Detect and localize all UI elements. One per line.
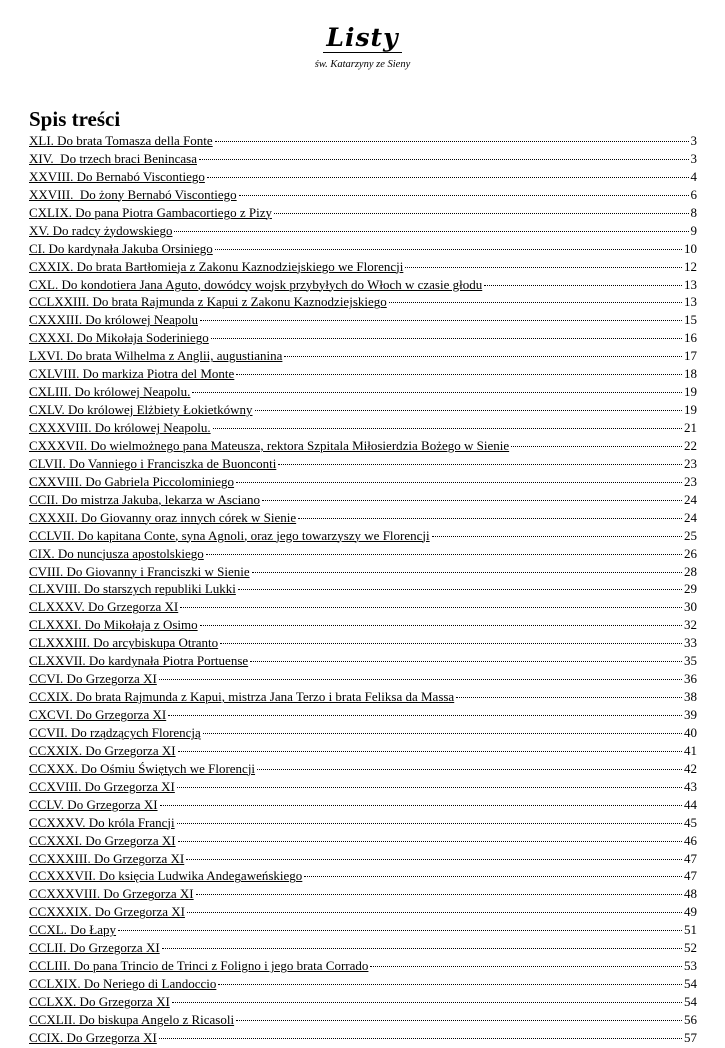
toc-entry[interactable] <box>29 205 697 223</box>
dot-leader <box>236 374 682 375</box>
toc-entry-page[interactable]: 32 <box>684 617 697 633</box>
toc-entry[interactable] <box>29 564 697 582</box>
toc-entry-title[interactable]: CXXXIII. Do królowej Neapolu <box>29 312 198 328</box>
dot-leader <box>252 572 682 573</box>
toc-entry-page[interactable]: 56 <box>684 1011 697 1027</box>
toc-entry-page[interactable]: 12 <box>684 258 697 274</box>
toc-entry-title[interactable]: CXLIII. Do królowej Neapolu. <box>29 384 191 400</box>
toc-entry-page[interactable]: 19 <box>684 402 697 418</box>
toc-entry-title[interactable]: CCXXXI. Do Grzegorza XI <box>29 832 176 848</box>
toc-entry-page[interactable]: 49 <box>684 904 697 920</box>
dot-leader <box>174 231 688 232</box>
dot-leader <box>405 267 682 268</box>
dot-leader <box>192 392 682 393</box>
toc-entry-title[interactable]: CLXXXIII. Do arcybiskupa Otranto <box>29 635 219 651</box>
toc-entry[interactable] <box>29 797 697 815</box>
toc-entry-title[interactable]: CCXXIX. Do Grzegorza XI <box>29 742 176 758</box>
toc-entry-title[interactable]: CXXXI. Do Mikołaja Soderiniego <box>29 330 209 346</box>
toc-entry-title[interactable]: XIV. Do trzech braci Benincasa <box>29 150 197 166</box>
toc-entry-page[interactable]: 46 <box>684 832 697 848</box>
toc-entry[interactable] <box>29 510 697 528</box>
toc-entry-page[interactable]: 15 <box>684 312 697 328</box>
toc-entry-title[interactable]: CCXVIII. Do Grzegorza XI <box>29 778 175 794</box>
toc-entry-title[interactable]: CCLXX. Do Grzegorza XI <box>29 994 170 1009</box>
toc-entry[interactable] <box>29 581 697 599</box>
toc-entry-title[interactable]: CXLVIII. Do markiza Piotra del Monte <box>29 366 235 382</box>
toc-entry-page[interactable]: 13 <box>684 294 697 310</box>
toc-entry-title[interactable]: CCXL. Do Łapy <box>29 922 117 938</box>
dot-leader <box>236 1020 682 1021</box>
toc-entry[interactable] <box>29 420 697 438</box>
dot-leader <box>178 841 682 842</box>
toc-entry[interactable] <box>29 241 697 259</box>
dot-leader <box>187 912 682 913</box>
toc-entry-page[interactable]: 40 <box>684 724 697 740</box>
toc-entry[interactable] <box>29 366 697 384</box>
toc-entry-page[interactable]: 39 <box>684 707 697 722</box>
dot-leader <box>172 1002 682 1003</box>
toc-entry-page[interactable]: 21 <box>684 420 697 435</box>
toc-entry-page[interactable]: 8 <box>690 204 697 220</box>
dot-leader <box>203 733 682 734</box>
toc-heading: Spis treści <box>29 107 121 131</box>
toc-entry-title[interactable]: CCLV. Do Grzegorza XI <box>29 796 158 812</box>
toc-entry-title[interactable]: CCXIX. Do brata Rajmunda z Kapui, mistrza Jana Terzo i brata Feliksa da Massa <box>29 689 455 705</box>
toc-entry[interactable] <box>29 169 697 187</box>
toc-entry[interactable] <box>29 689 697 707</box>
toc-entry[interactable] <box>29 277 697 295</box>
toc-entry-title[interactable]: CCXXXV. Do króla Francji <box>29 814 175 830</box>
toc-entry-page[interactable]: 44 <box>684 796 697 812</box>
toc-entry-page[interactable]: 25 <box>684 527 697 543</box>
toc-entry-title[interactable]: CIX. Do nuncjusza apostolskiego <box>29 545 204 561</box>
toc-entry[interactable] <box>29 617 697 635</box>
toc-entry[interactable] <box>29 599 697 617</box>
toc-entry[interactable] <box>29 707 697 725</box>
toc-entry[interactable] <box>29 312 697 330</box>
toc-entry[interactable] <box>29 725 697 743</box>
toc-entry[interactable] <box>29 904 697 922</box>
toc-entry-title[interactable]: CXXVIII. Do Gabriela Piccolominiego <box>29 473 235 489</box>
toc-entry[interactable] <box>29 151 697 169</box>
dot-leader <box>262 500 682 501</box>
toc-entry[interactable] <box>29 976 697 994</box>
dot-leader <box>211 338 682 339</box>
dot-leader <box>159 1038 682 1039</box>
toc-entry-title[interactable]: CCLVII. Do kapitana Conte, syna Agnoli, oraz jego towarzyszy we Florencji <box>29 527 430 543</box>
toc-entry[interactable] <box>29 259 697 277</box>
dot-leader <box>180 607 682 608</box>
toc-entry-title[interactable]: CXLIX. Do pana Piotra Gambacortiego z Pizy <box>29 204 272 220</box>
toc-entry-page[interactable]: 22 <box>684 437 697 453</box>
toc-entry-page[interactable]: 54 <box>684 994 697 1009</box>
toc-entry-title[interactable]: CI. Do kardynała Jakuba Orsiniego <box>29 240 213 256</box>
toc-entry-page[interactable]: 17 <box>684 348 697 364</box>
dot-leader <box>304 876 682 877</box>
toc-entry[interactable] <box>29 456 697 474</box>
toc-entry[interactable] <box>29 546 697 564</box>
toc-entry-page[interactable]: 33 <box>684 635 697 651</box>
dot-leader <box>199 159 689 160</box>
toc-entry-title[interactable]: CCLII. Do Grzegorza XI <box>29 940 160 956</box>
dot-leader <box>298 518 682 519</box>
toc-entry-page[interactable]: 36 <box>684 671 697 687</box>
toc-entry-page[interactable]: 19 <box>684 384 697 400</box>
dot-leader <box>206 554 682 555</box>
toc-entry-page[interactable]: 29 <box>684 581 697 597</box>
toc-entry-title[interactable]: CLXXVII. Do kardynała Piotra Portuense <box>29 653 249 669</box>
toc-entry[interactable] <box>29 492 697 510</box>
dot-leader <box>218 984 682 985</box>
toc-entry[interactable] <box>29 994 697 1012</box>
toc-entry-page[interactable]: 51 <box>684 922 697 938</box>
toc-entry-page[interactable]: 9 <box>690 222 697 238</box>
dot-leader <box>284 356 682 357</box>
toc-entry-title[interactable]: CCXXXIII. Do Grzegorza XI <box>29 850 185 866</box>
toc-entry-title[interactable]: CCII. Do mistrza Jakuba, lekarza w Asciano <box>29 491 261 507</box>
dot-leader <box>118 930 682 931</box>
dot-leader <box>215 141 689 142</box>
toc-entry-page[interactable]: 45 <box>684 814 697 830</box>
dot-leader <box>389 302 682 303</box>
dot-leader <box>484 285 682 286</box>
toc-entry-title[interactable]: CCLIII. Do pana Trincio de Trinci z Foligno i jego brata Corrado <box>29 958 369 974</box>
toc-entry[interactable] <box>29 743 697 761</box>
toc-entry-page[interactable]: 28 <box>684 563 697 579</box>
toc-entry-page[interactable]: 53 <box>684 958 697 974</box>
toc-entry-page[interactable]: 3 <box>690 133 697 148</box>
dot-leader <box>456 697 682 698</box>
dot-leader <box>220 643 682 644</box>
toc-entry[interactable] <box>29 868 697 886</box>
toc-entry[interactable] <box>29 958 697 976</box>
toc-entry-title[interactable]: CXXXVIII. Do królowej Neapolu. <box>29 420 211 435</box>
toc-entry[interactable] <box>29 851 697 869</box>
table-of-contents <box>29 106 697 1048</box>
toc-entry[interactable] <box>29 886 697 904</box>
dot-leader <box>200 320 682 321</box>
toc-entry[interactable] <box>29 438 697 456</box>
toc-entry[interactable] <box>29 348 697 366</box>
toc-entry[interactable] <box>29 922 697 940</box>
toc-entry-page[interactable]: 30 <box>684 599 697 615</box>
toc-entry-page[interactable]: 57 <box>684 1029 697 1045</box>
toc-entry[interactable] <box>29 1012 697 1030</box>
toc-entry-title[interactable]: CCIX. Do Grzegorza XI <box>29 1029 157 1045</box>
dot-leader <box>178 751 682 752</box>
toc-entry-page[interactable]: 18 <box>684 366 697 382</box>
toc-entry[interactable] <box>29 779 697 797</box>
dot-leader <box>236 482 682 483</box>
toc-entry-title[interactable]: CCXXX. Do Ośmiu Świętych we Florencji <box>29 760 256 776</box>
toc-entry[interactable] <box>29 815 697 833</box>
toc-entry-page[interactable]: 4 <box>690 168 697 184</box>
toc-entry-title[interactable]: XXVIII. Do Bernabó Viscontiego <box>29 168 205 184</box>
toc-entry-page[interactable]: 47 <box>684 850 697 866</box>
toc-entry[interactable] <box>29 1030 697 1048</box>
toc-entry[interactable] <box>29 528 697 546</box>
toc-entry[interactable] <box>29 761 697 779</box>
toc-entry-title[interactable]: CCXXXVIII. Do Grzegorza XI <box>29 886 194 902</box>
toc-entry-page[interactable]: 43 <box>684 778 697 794</box>
toc-entry-page[interactable]: 41 <box>684 742 697 758</box>
toc-entry[interactable] <box>29 294 697 312</box>
toc-entry-page[interactable]: 52 <box>684 940 697 956</box>
toc-entry-title[interactable]: CLXXXV. Do Grzegorza XI <box>29 599 179 615</box>
toc-entry-page[interactable]: 47 <box>684 868 697 884</box>
toc-entry-title[interactable]: XV. Do radcy żydowskiego <box>29 222 173 238</box>
dot-leader <box>159 679 682 680</box>
toc-entry[interactable] <box>29 330 697 348</box>
dot-leader <box>215 249 682 250</box>
toc-entry-title[interactable]: CCVI. Do Grzegorza XI <box>29 671 157 687</box>
toc-entry-title[interactable]: CLXVIII. Do starszych republiki Lukki <box>29 581 236 597</box>
toc-entry-page[interactable]: 13 <box>684 276 697 292</box>
toc-entry-page[interactable]: 48 <box>684 886 697 902</box>
toc-entry-page[interactable]: 23 <box>684 473 697 489</box>
toc-entry-page[interactable]: 10 <box>684 240 697 256</box>
dot-leader <box>196 894 682 895</box>
toc-entry-page[interactable]: 35 <box>684 653 697 669</box>
toc-entry[interactable] <box>29 187 697 205</box>
toc-entry[interactable] <box>29 940 697 958</box>
toc-entry-page[interactable]: 54 <box>684 976 697 992</box>
dot-leader <box>213 428 682 429</box>
toc-entry-page[interactable]: 24 <box>684 509 697 525</box>
toc-entry-title[interactable]: CXLV. Do królowej Elżbiety Łokietkówny <box>29 402 253 418</box>
toc-entry-title[interactable]: CCVII. Do rządzących Florencją <box>29 724 201 740</box>
toc-list <box>29 133 697 1048</box>
toc-entry-title[interactable]: CXXXII. Do Giovanny oraz innych córek w Sienie <box>29 509 297 525</box>
toc-entry-page[interactable]: 42 <box>684 760 697 776</box>
toc-entry-page[interactable]: 38 <box>684 689 697 705</box>
toc-entry[interactable] <box>29 402 697 420</box>
toc-entry-title[interactable]: CCXLII. Do biskupa Angelo z Ricasoli <box>29 1011 235 1027</box>
toc-entry-title[interactable]: CVIII. Do Giovanny i Franciszki w Sienie <box>29 563 250 579</box>
toc-entry-title[interactable]: CLVII. Do Vanniego i Franciszka de Buonconti <box>29 455 277 471</box>
dot-leader <box>238 589 682 590</box>
toc-entry[interactable] <box>29 671 697 689</box>
toc-entry-title[interactable]: CXXXVII. Do wielmożnego pana Mateusza, rektora Szpitala Miłosierdzia Bożego w Sienie <box>29 437 510 453</box>
dot-leader <box>255 410 682 411</box>
toc-entry-title[interactable]: CCXXXVII. Do księcia Ludwika Andegaweńskiego <box>29 868 303 884</box>
toc-entry-title[interactable]: CCLXIX. Do Neriego di Landoccio <box>29 976 217 992</box>
toc-entry-title[interactable]: CCXXXIX. Do Grzegorza XI <box>29 904 185 920</box>
dot-leader <box>257 769 682 770</box>
dot-leader <box>200 625 682 626</box>
toc-entry-title[interactable]: CCLXXIII. Do brata Rajmunda z Kapui z Zakonu Kaznodziejskiego <box>29 294 387 310</box>
dot-leader <box>177 787 682 788</box>
toc-entry[interactable] <box>29 474 697 492</box>
dot-leader <box>160 805 682 806</box>
document-title: Listy <box>323 24 401 53</box>
toc-entry-title[interactable]: CXL. Do kondotiera Jana Aguto, dowódcy wojsk przybyłych do Włoch w czasie głodu <box>29 276 483 292</box>
toc-entry[interactable] <box>29 223 697 241</box>
dot-leader <box>168 715 682 716</box>
dot-leader <box>186 859 682 860</box>
toc-entry-page[interactable]: 6 <box>690 186 697 202</box>
toc-entry-title[interactable]: XLI. Do brata Tomasza della Fonte <box>29 133 213 148</box>
dot-leader <box>370 966 682 967</box>
toc-entry[interactable] <box>29 833 697 851</box>
toc-entry-title[interactable]: XXVIII. Do żony Bernabó Viscontiego <box>29 186 237 202</box>
toc-entry-title[interactable]: CXXIX. Do brata Bartłomieja z Zakonu Kaznodziejskiego we Florencji <box>29 258 404 274</box>
toc-entry[interactable] <box>29 384 697 402</box>
toc-entry-page[interactable]: 16 <box>684 330 697 346</box>
toc-entry-title[interactable]: LXVI. Do brata Wilhelma z Anglii, augustianina <box>29 348 283 364</box>
toc-entry-title[interactable]: CLXXXI. Do Mikołaja z Osimo <box>29 617 198 633</box>
dot-leader <box>432 536 682 537</box>
dot-leader <box>250 661 682 662</box>
toc-entry[interactable] <box>29 635 697 653</box>
toc-entry[interactable] <box>29 133 697 151</box>
toc-entry-page[interactable]: 24 <box>684 491 697 507</box>
dot-leader <box>207 177 689 178</box>
dot-leader <box>511 446 682 447</box>
dot-leader <box>177 823 682 824</box>
dot-leader <box>162 948 682 949</box>
toc-entry-page[interactable]: 3 <box>690 150 697 166</box>
toc-entry-page[interactable]: 26 <box>684 545 697 561</box>
toc-entry-page[interactable]: 23 <box>684 455 697 471</box>
toc-entry[interactable] <box>29 653 697 671</box>
page-header <box>0 24 725 70</box>
dot-leader <box>274 213 689 214</box>
dot-leader <box>278 464 682 465</box>
document-subtitle: św. Katarzyny ze Sieny <box>314 59 411 70</box>
toc-entry-title[interactable]: CXCVI. Do Grzegorza XI <box>29 707 167 722</box>
dot-leader <box>239 195 689 196</box>
